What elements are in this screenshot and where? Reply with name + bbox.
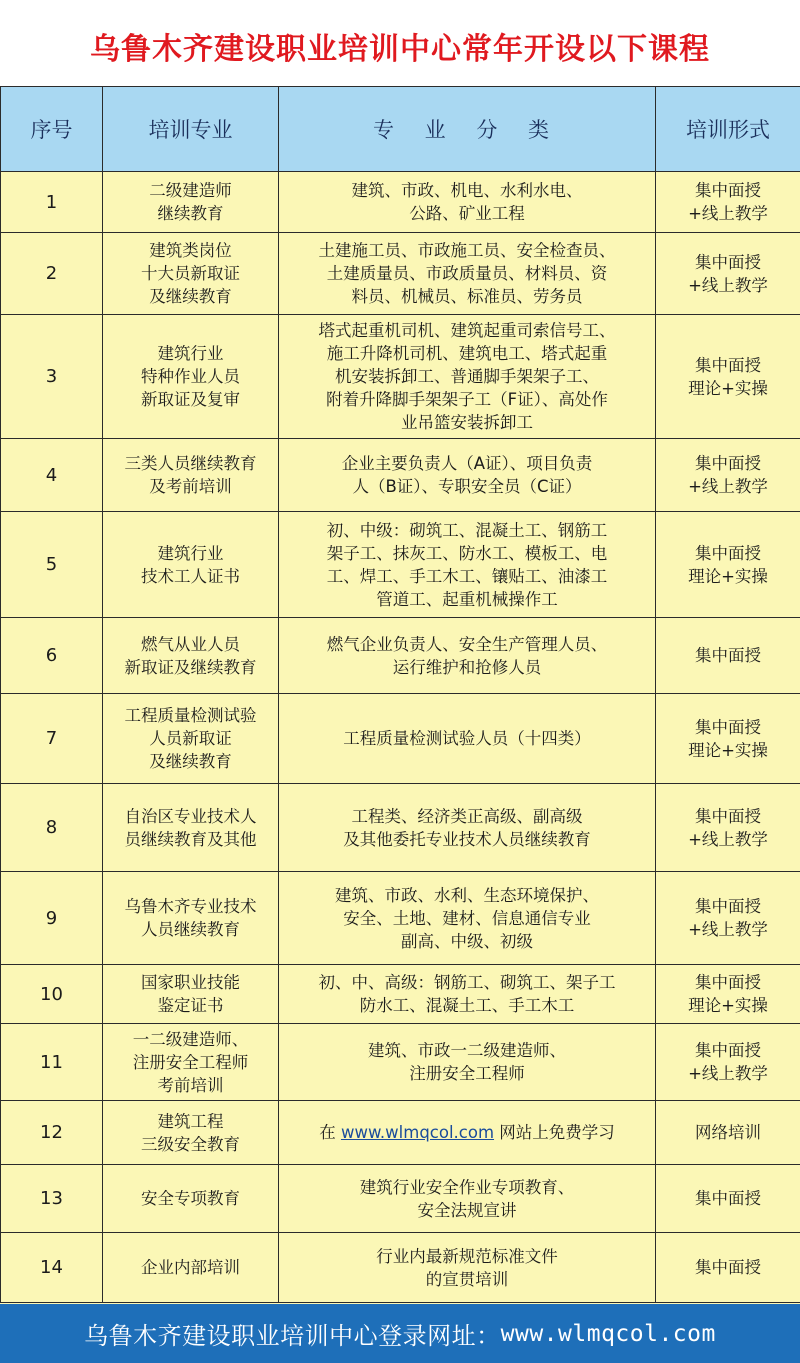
row-category: 行业内最新规范标准文件 的宣贯培训 [279, 1233, 656, 1303]
row-mode: 集中面授 理论+实操 [656, 694, 800, 784]
row-mode: 集中面授 理论+实操 [656, 315, 800, 439]
row-seq: 10 [1, 965, 103, 1024]
row-major: 自治区专业技术人 员继续教育及其他 [103, 784, 279, 872]
table-row [1, 439, 800, 512]
row-seq: 12 [1, 1101, 103, 1165]
row-seq: 3 [1, 315, 103, 439]
row-major: 建筑行业 技术工人证书 [103, 512, 279, 618]
row-seq: 11 [1, 1024, 103, 1101]
table-row [1, 694, 800, 784]
row-mode: 集中面授 理论+实操 [656, 965, 800, 1024]
row-category: 工程质量检测试验人员（十四类） [279, 694, 656, 784]
row-major: 建筑行业 特种作业人员 新取证及复审 [103, 315, 279, 439]
row-category: 塔式起重机司机、建筑起重司索信号工、 施工升降机司机、建筑电工、塔式起重 机安装拆卸工、普通脚手架架子工、 附着升降脚手架架子工（F证）、高处作 业吊篮安装拆卸工 [279, 315, 656, 439]
row-mode: 集中面授 [656, 618, 800, 694]
row-category: 工程类、经济类正高级、副高级 及其他委托专业技术人员继续教育 [279, 784, 656, 872]
course-table [0, 86, 800, 1303]
row-seq: 2 [1, 233, 103, 315]
row-mode: 集中面授 +线上教学 [656, 872, 800, 965]
row-category: 建筑行业安全作业专项教育、 安全法规宣讲 [279, 1165, 656, 1233]
website-link[interactable]: www.wlmqcol.com [340, 1123, 495, 1142]
header-major: 培训专业 [103, 87, 279, 172]
footer-banner [0, 1304, 800, 1363]
header-seq: 序号 [1, 87, 103, 172]
row-category: 建筑、市政、机电、水利水电、 公路、矿业工程 [279, 172, 656, 233]
row-seq: 5 [1, 512, 103, 618]
row-seq: 8 [1, 784, 103, 872]
row-seq: 7 [1, 694, 103, 784]
row-major: 乌鲁木齐专业技术 人员继续教育 [103, 872, 279, 965]
row-category: 建筑、市政、水利、生态环境保护、 安全、土地、建材、信息通信专业 副高、中级、初级 [279, 872, 656, 965]
row-major: 三类人员继续教育 及考前培训 [103, 439, 279, 512]
table-row [1, 233, 800, 315]
row-category: 企业主要负责人（A证）、项目负责 人（B证）、专职安全员（C证） [279, 439, 656, 512]
table-row [1, 1101, 800, 1165]
row-seq: 6 [1, 618, 103, 694]
row-major: 二级建造师 继续教育 [103, 172, 279, 233]
row-mode: 集中面授 +线上教学 [656, 439, 800, 512]
row-mode: 集中面授 +线上教学 [656, 172, 800, 233]
table-row [1, 872, 800, 965]
row-seq: 9 [1, 872, 103, 965]
row-major: 安全专项教育 [103, 1165, 279, 1233]
table-row [1, 784, 800, 872]
row-major: 企业内部培训 [103, 1233, 279, 1303]
header-mode: 培训形式 [656, 87, 800, 172]
course-table-container [0, 86, 800, 1304]
row-seq: 13 [1, 1165, 103, 1233]
row-seq: 14 [1, 1233, 103, 1303]
row-major: 工程质量检测试验 人员新取证 及继续教育 [103, 694, 279, 784]
row-category: 建筑、市政一二级建造师、 注册安全工程师 [279, 1024, 656, 1101]
row-major: 燃气从业人员 新取证及继续教育 [103, 618, 279, 694]
row-category: 土建施工员、市政施工员、安全检查员、 土建质量员、市政质量员、材料员、资 料员、机械员、标准员、劳务员 [279, 233, 656, 315]
row-category: 初、中级：砌筑工、混凝土工、钢筋工 架子工、抹灰工、防水工、模板工、电 工、焊工、手工木工、镶贴工、油漆工 管道工、起重机械操作工 [279, 512, 656, 618]
row-seq: 1 [1, 172, 103, 233]
row-major: 建筑类岗位 十大员新取证 及继续教育 [103, 233, 279, 315]
row-major: 建筑工程 三级安全教育 [103, 1101, 279, 1165]
footer-url-link[interactable]: www.wlmqcol.com [500, 1320, 716, 1347]
table-header-row [1, 87, 800, 172]
row-mode: 集中面授 理论+实操 [656, 512, 800, 618]
table-row [1, 315, 800, 439]
row-mode: 集中面授 +线上教学 [656, 233, 800, 315]
row-seq: 4 [1, 439, 103, 512]
row-mode: 网络培训 [656, 1101, 800, 1165]
row-major: 一二级建造师、 注册安全工程师 考前培训 [103, 1024, 279, 1101]
table-row [1, 1024, 800, 1101]
row-mode: 集中面授 [656, 1165, 800, 1233]
row-major: 国家职业技能 鉴定证书 [103, 965, 279, 1024]
row-mode: 集中面授 +线上教学 [656, 784, 800, 872]
footer-label: 乌鲁木齐建设职业培训中心登录网址： [84, 1322, 501, 1350]
row-mode: 集中面授 +线上教学 [656, 1024, 800, 1101]
category-prefix-text: 在 [319, 1123, 341, 1142]
row-category: 初、中、高级：钢筋工、砌筑工、架子工 防水工、混凝土工、手工木工 [279, 965, 656, 1024]
table-row [1, 172, 800, 233]
page-title: 乌鲁木齐建设职业培训中心常年开设以下课程 [0, 0, 800, 92]
table-row [1, 1233, 800, 1303]
table-row [1, 965, 800, 1024]
row-category: 燃气企业负责人、安全生产管理人员、 运行维护和抢修人员 [279, 618, 656, 694]
table-row [1, 1165, 800, 1233]
row-category [279, 1101, 656, 1165]
table-row [1, 512, 800, 618]
category-suffix-text: 网站上免费学习 [494, 1123, 615, 1142]
row-mode: 集中面授 [656, 1233, 800, 1303]
header-category: 专 业 分 类 [279, 87, 656, 172]
table-row [1, 618, 800, 694]
